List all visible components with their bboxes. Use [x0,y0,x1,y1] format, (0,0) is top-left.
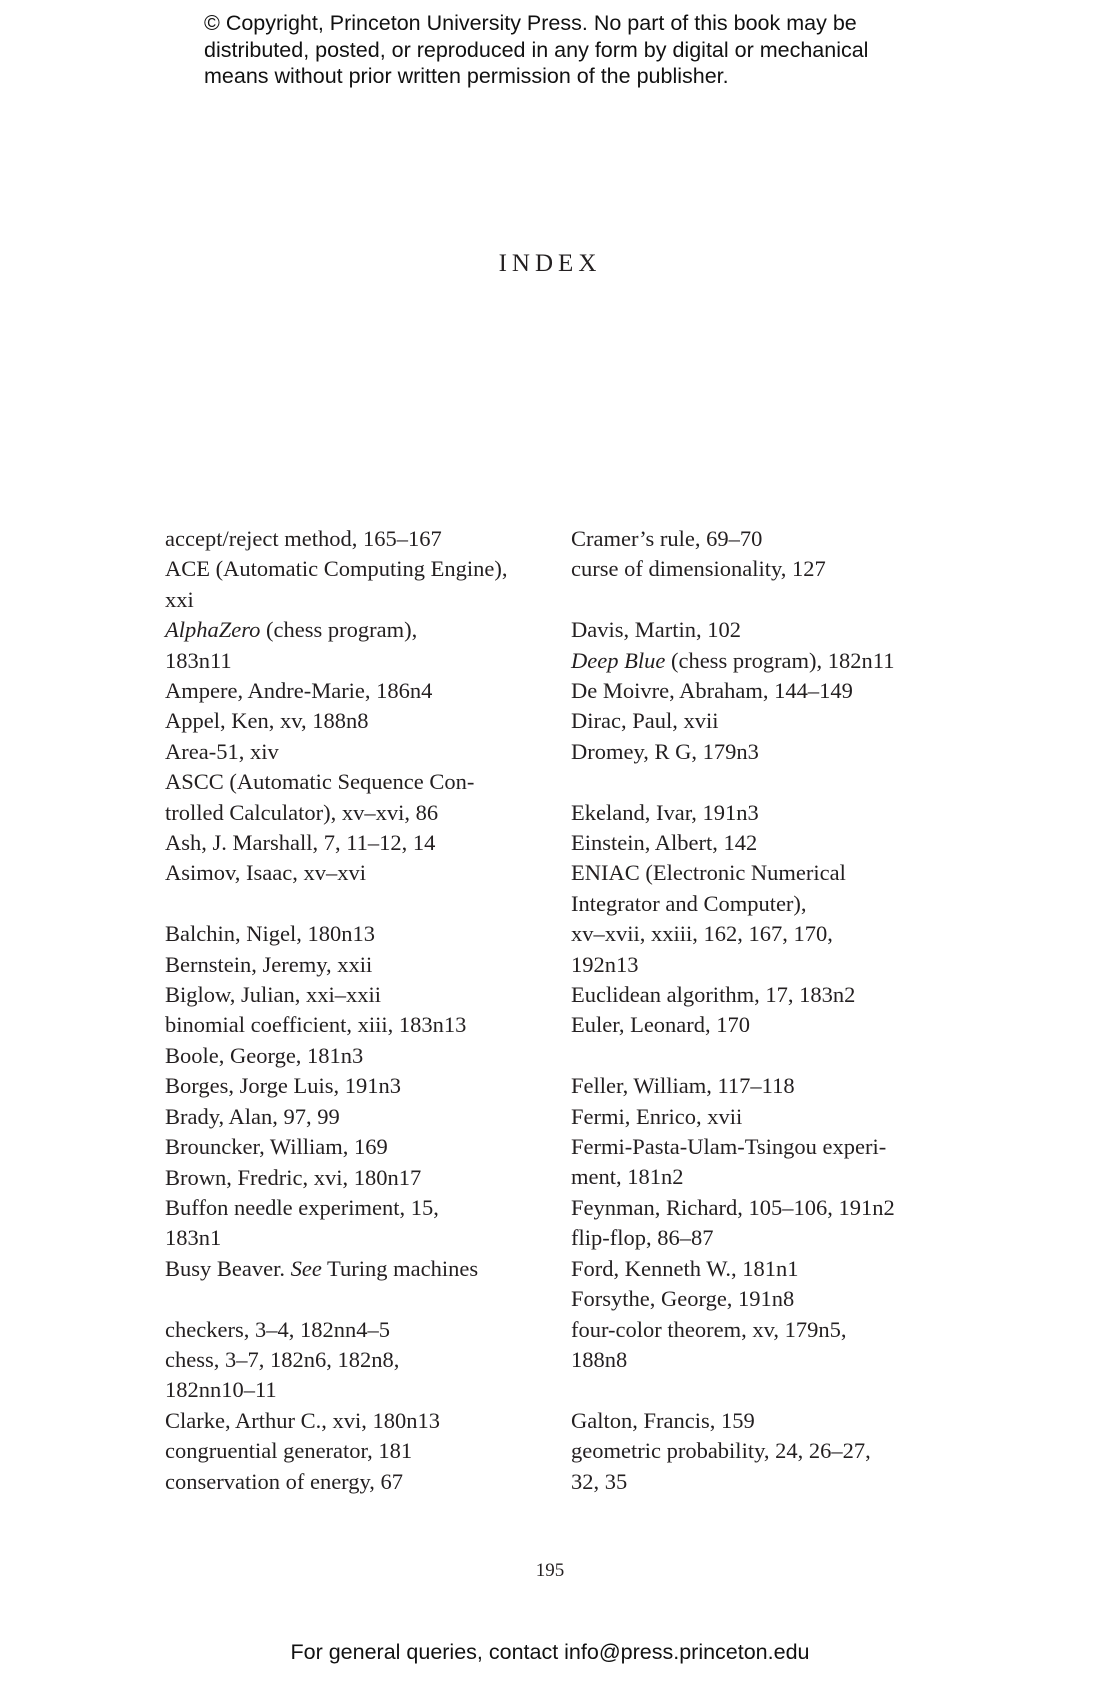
index-entry-line: 188n8 [571,1346,628,1372]
index-entry-line: Ekeland, Ivar, 191n3 [571,799,759,825]
see-reference: See [290,1255,322,1281]
see-reference-target: Turing machines [321,1255,479,1281]
index-entry [571,1132,991,1193]
index-entry-text [571,737,991,767]
index-entry [165,737,555,767]
index-entry [571,1102,991,1132]
index-entry [165,1041,555,1071]
index-entry [571,524,991,554]
index-entry-line: Dirac, Paul, xvii [571,708,719,734]
index-entry-italic-term: Deep Blue [571,647,666,673]
index-entry-text [165,980,555,1010]
index-entry-line: Balchin, Nigel, 180n13 [165,921,375,947]
index-entry-text [571,524,991,554]
index-entry [571,858,991,980]
index-entry [165,706,555,736]
index-entry-text [571,554,991,584]
index-entry-text [165,1436,555,1466]
index-entry-text [165,737,555,767]
index-entry-line: ACE (Automatic Computing Engine), [165,556,508,582]
index-entry-continuation [165,585,555,615]
index-entry [165,554,555,615]
index-entry-line: binomial coefficient, xiii, 183n13 [165,1012,467,1038]
index-entry [571,828,991,858]
index-entry-continuation [165,1223,555,1253]
index-entry [165,1315,555,1345]
index-entry-line: Fermi, Enrico, xvii [571,1103,743,1129]
copyright-line: © Copyright, Princeton University Press. No part of this book may be [204,11,857,35]
index-entry [165,950,555,980]
index-entry [165,1102,555,1132]
index-entry-line: 183n11 [165,647,232,673]
index-entry-line: Galton, Francis, 159 [571,1407,755,1433]
index-entry [165,980,555,1010]
index-entry-line: geometric probability, 24, 26–27, [571,1438,871,1464]
index-entry-text [165,1071,555,1101]
index-entry-text [571,1254,991,1284]
index-entry [165,1254,555,1284]
index-entry [571,676,991,706]
index-entry-line: Ash, J. Marshall, 7, 11–12, 14 [165,830,436,856]
index-entry-text [571,798,991,828]
index-entry-continuation [571,950,991,980]
index-entry-text [571,1284,991,1314]
index-entry-text [165,706,555,736]
index-entry-text [571,615,991,645]
index-entry-text [571,1315,991,1345]
letter-group-gap [165,1284,555,1314]
index-entry-line: curse of dimensionality, 127 [571,556,826,582]
index-entry [165,1010,555,1040]
index-entry [571,1436,991,1497]
index-entry [165,1193,555,1254]
index-entry-line: Buffon needle experiment, 15, [165,1194,439,1220]
index-entry-text [571,1010,991,1040]
index-entry-continuation [571,1345,991,1375]
index-entry-line: four-color theorem, xv, 179n5, [571,1316,847,1342]
index-entry-line: Euclidean algorithm, 17, 183n2 [571,982,856,1008]
index-entry-line: Asimov, Isaac, xv–xvi [165,860,367,886]
index-entry-text [165,828,555,858]
index-entry [165,828,555,858]
index-entry-line: Brady, Alan, 97, 99 [165,1103,340,1129]
index-entry-text [165,524,555,554]
index-entry [571,1071,991,1101]
index-entry-line: De Moivre, Abraham, 144–149 [571,678,853,704]
index-entry [571,1284,991,1314]
index-entry-line: Brouncker, William, 169 [165,1134,388,1160]
index-entry [165,676,555,706]
letter-group-gap [571,1041,991,1071]
index-entry-text [165,615,555,645]
letter-group-gap [571,767,991,797]
index-entry-text [571,646,991,676]
index-entry [165,919,555,949]
index-entry-line: congruential generator, 181 [165,1438,413,1464]
index-entry-text [165,950,555,980]
index-entry-italic-term: AlphaZero [165,617,261,643]
index-entry [165,767,555,828]
index-entry-continuation [165,798,555,828]
index-entry-line: Fermi-Pasta-Ulam-Tsingou experi- [571,1134,887,1160]
index-entry-line: checkers, 3–4, 182nn4–5 [165,1316,390,1342]
index-entry-line: 182nn10–11 [165,1377,277,1403]
index-entry-text [165,1193,555,1223]
index-entry-text [165,1132,555,1162]
index-entry [571,554,991,584]
copyright-notice [204,10,924,90]
index-entry-line: Ampere, Andre-Marie, 186n4 [165,678,433,704]
index-entry-text [165,676,555,706]
index-entry-text [571,1406,991,1436]
index-entry [571,1223,991,1253]
index-entry-line: Borges, Jorge Luis, 191n3 [165,1073,402,1099]
index-entry-continuation [165,1375,555,1405]
index-entry-continuation [571,1162,991,1192]
index-entry-line: Brown, Fredric, xvi, 180n17 [165,1164,422,1190]
index-entry-text [165,554,555,584]
index-entry-text [571,1436,991,1466]
index-entry [165,1436,555,1466]
index-entry-text [165,1467,555,1497]
index-entry [165,1163,555,1193]
index-entry-line: Integrator and Computer), [571,890,807,916]
index-entry [571,1406,991,1436]
index-entry-line: (chess program), [260,617,418,643]
index-entry-text [165,767,555,797]
index-entry-line: 192n13 [571,951,639,977]
index-entry-line: Appel, Ken, xv, 188n8 [165,708,369,734]
index-entry [165,1132,555,1162]
index-entry-text [165,1010,555,1040]
index-entry-text [165,1315,555,1345]
index-entry [165,1345,555,1406]
index-entry-continuation [165,646,555,676]
index-entry [165,524,555,554]
index-entry-text [571,980,991,1010]
index-entry-line: ASCC (Automatic Sequence Con- [165,769,475,795]
index-entry-line: conservation of energy, 67 [165,1468,404,1494]
index-entry-text [165,919,555,949]
index-entry-line: 183n1 [165,1225,222,1251]
index-entry-line: Davis, Martin, 102 [571,617,741,643]
index-entry-text [165,1254,555,1284]
index-entry [165,1467,555,1497]
index-entry-text [571,1071,991,1101]
index-entry [571,980,991,1010]
index-entry-line: Bernstein, Jeremy, xxii [165,951,373,977]
index-entry-line: ment, 181n2 [571,1164,684,1190]
index-entry-continuation [571,919,991,949]
index-entry-line: trolled Calculator), xv–xvi, 86 [165,799,439,825]
index-entry-line: 32, 35 [571,1468,628,1494]
index-entry [165,615,555,676]
index-entry-text [571,1132,991,1162]
index-entry-text [165,1102,555,1132]
index-entry-text [165,1345,555,1375]
index-entry-text [165,1041,555,1071]
index-entry [571,737,991,767]
footer-contact: For general queries, contact info@press.princeton.edu [290,1640,810,1664]
index-entry-line: flip-flop, 86–87 [571,1225,714,1251]
letter-group-gap [571,585,991,615]
index-entry [571,798,991,828]
letter-group-gap [165,889,555,919]
index-entry-line: Forsythe, George, 191n8 [571,1286,795,1312]
index-entry [571,1254,991,1284]
index-entry-line: xxi [165,586,194,612]
copyright-line: means without prior written permission of the publisher. [204,64,729,88]
index-entry-line: xv–xvii, xxiii, 162, 167, 170, [571,921,833,947]
index-entry [571,646,991,676]
index-entry [165,1071,555,1101]
index-entry-text [571,828,991,858]
index-entry [165,1406,555,1436]
index-entry [571,1010,991,1040]
page-number: 195 [535,1560,565,1581]
index-entry-line: Busy Beaver. [165,1255,291,1281]
index-entry-line: Dromey, R G, 179n3 [571,738,759,764]
index-entry-line: chess, 3–7, 182n6, 182n8, [165,1346,400,1372]
index-entry-continuation [571,1467,991,1497]
index-entry-text [571,1223,991,1253]
index-entry-line: Clarke, Arthur C., xvi, 180n13 [165,1407,440,1433]
index-column-right [571,524,991,1497]
index-entry-text [165,858,555,888]
index-entry-line: Einstein, Albert, 142 [571,830,758,856]
index-entry [571,1193,991,1223]
index-entry-line: accept/reject method, 165–167 [165,526,442,551]
index-entry-line: Feller, William, 117–118 [571,1073,795,1099]
index-entry [571,706,991,736]
index-entry [165,858,555,888]
index-entry-text [571,706,991,736]
index-entry-line: Cramer’s rule, 69–70 [571,526,763,551]
index-column-left [165,524,555,1497]
index-entry-text [571,1102,991,1132]
copyright-line: distributed, posted, or reproduced in any form by digital or mechanical [204,37,869,62]
index-entry-line: Feynman, Richard, 105–106, 191n2 [571,1194,895,1220]
index-entry-line: Area-51, xiv [165,738,279,764]
index-entry-line: (chess program), 182n11 [665,647,895,673]
index-entry-text [571,1193,991,1223]
index-entry [571,615,991,645]
index-entry-text [165,1163,555,1193]
index-entry-line: Boole, George, 181n3 [165,1042,364,1068]
index-entry-line: Euler, Leonard, 170 [571,1012,751,1038]
index-entry-line: ENIAC (Electronic Numerical [571,860,846,886]
letter-group-gap [571,1375,991,1405]
index-entry-text [165,1406,555,1436]
index-entry-text [571,676,991,706]
index-entry-line: Biglow, Julian, xxi–xxii [165,982,382,1008]
index-entry-line: Ford, Kenneth W., 181n1 [571,1255,799,1281]
index-entry-continuation [571,889,991,919]
index-entry-text [571,858,991,888]
page-title: INDEX [498,250,602,277]
index-entry [571,1315,991,1376]
